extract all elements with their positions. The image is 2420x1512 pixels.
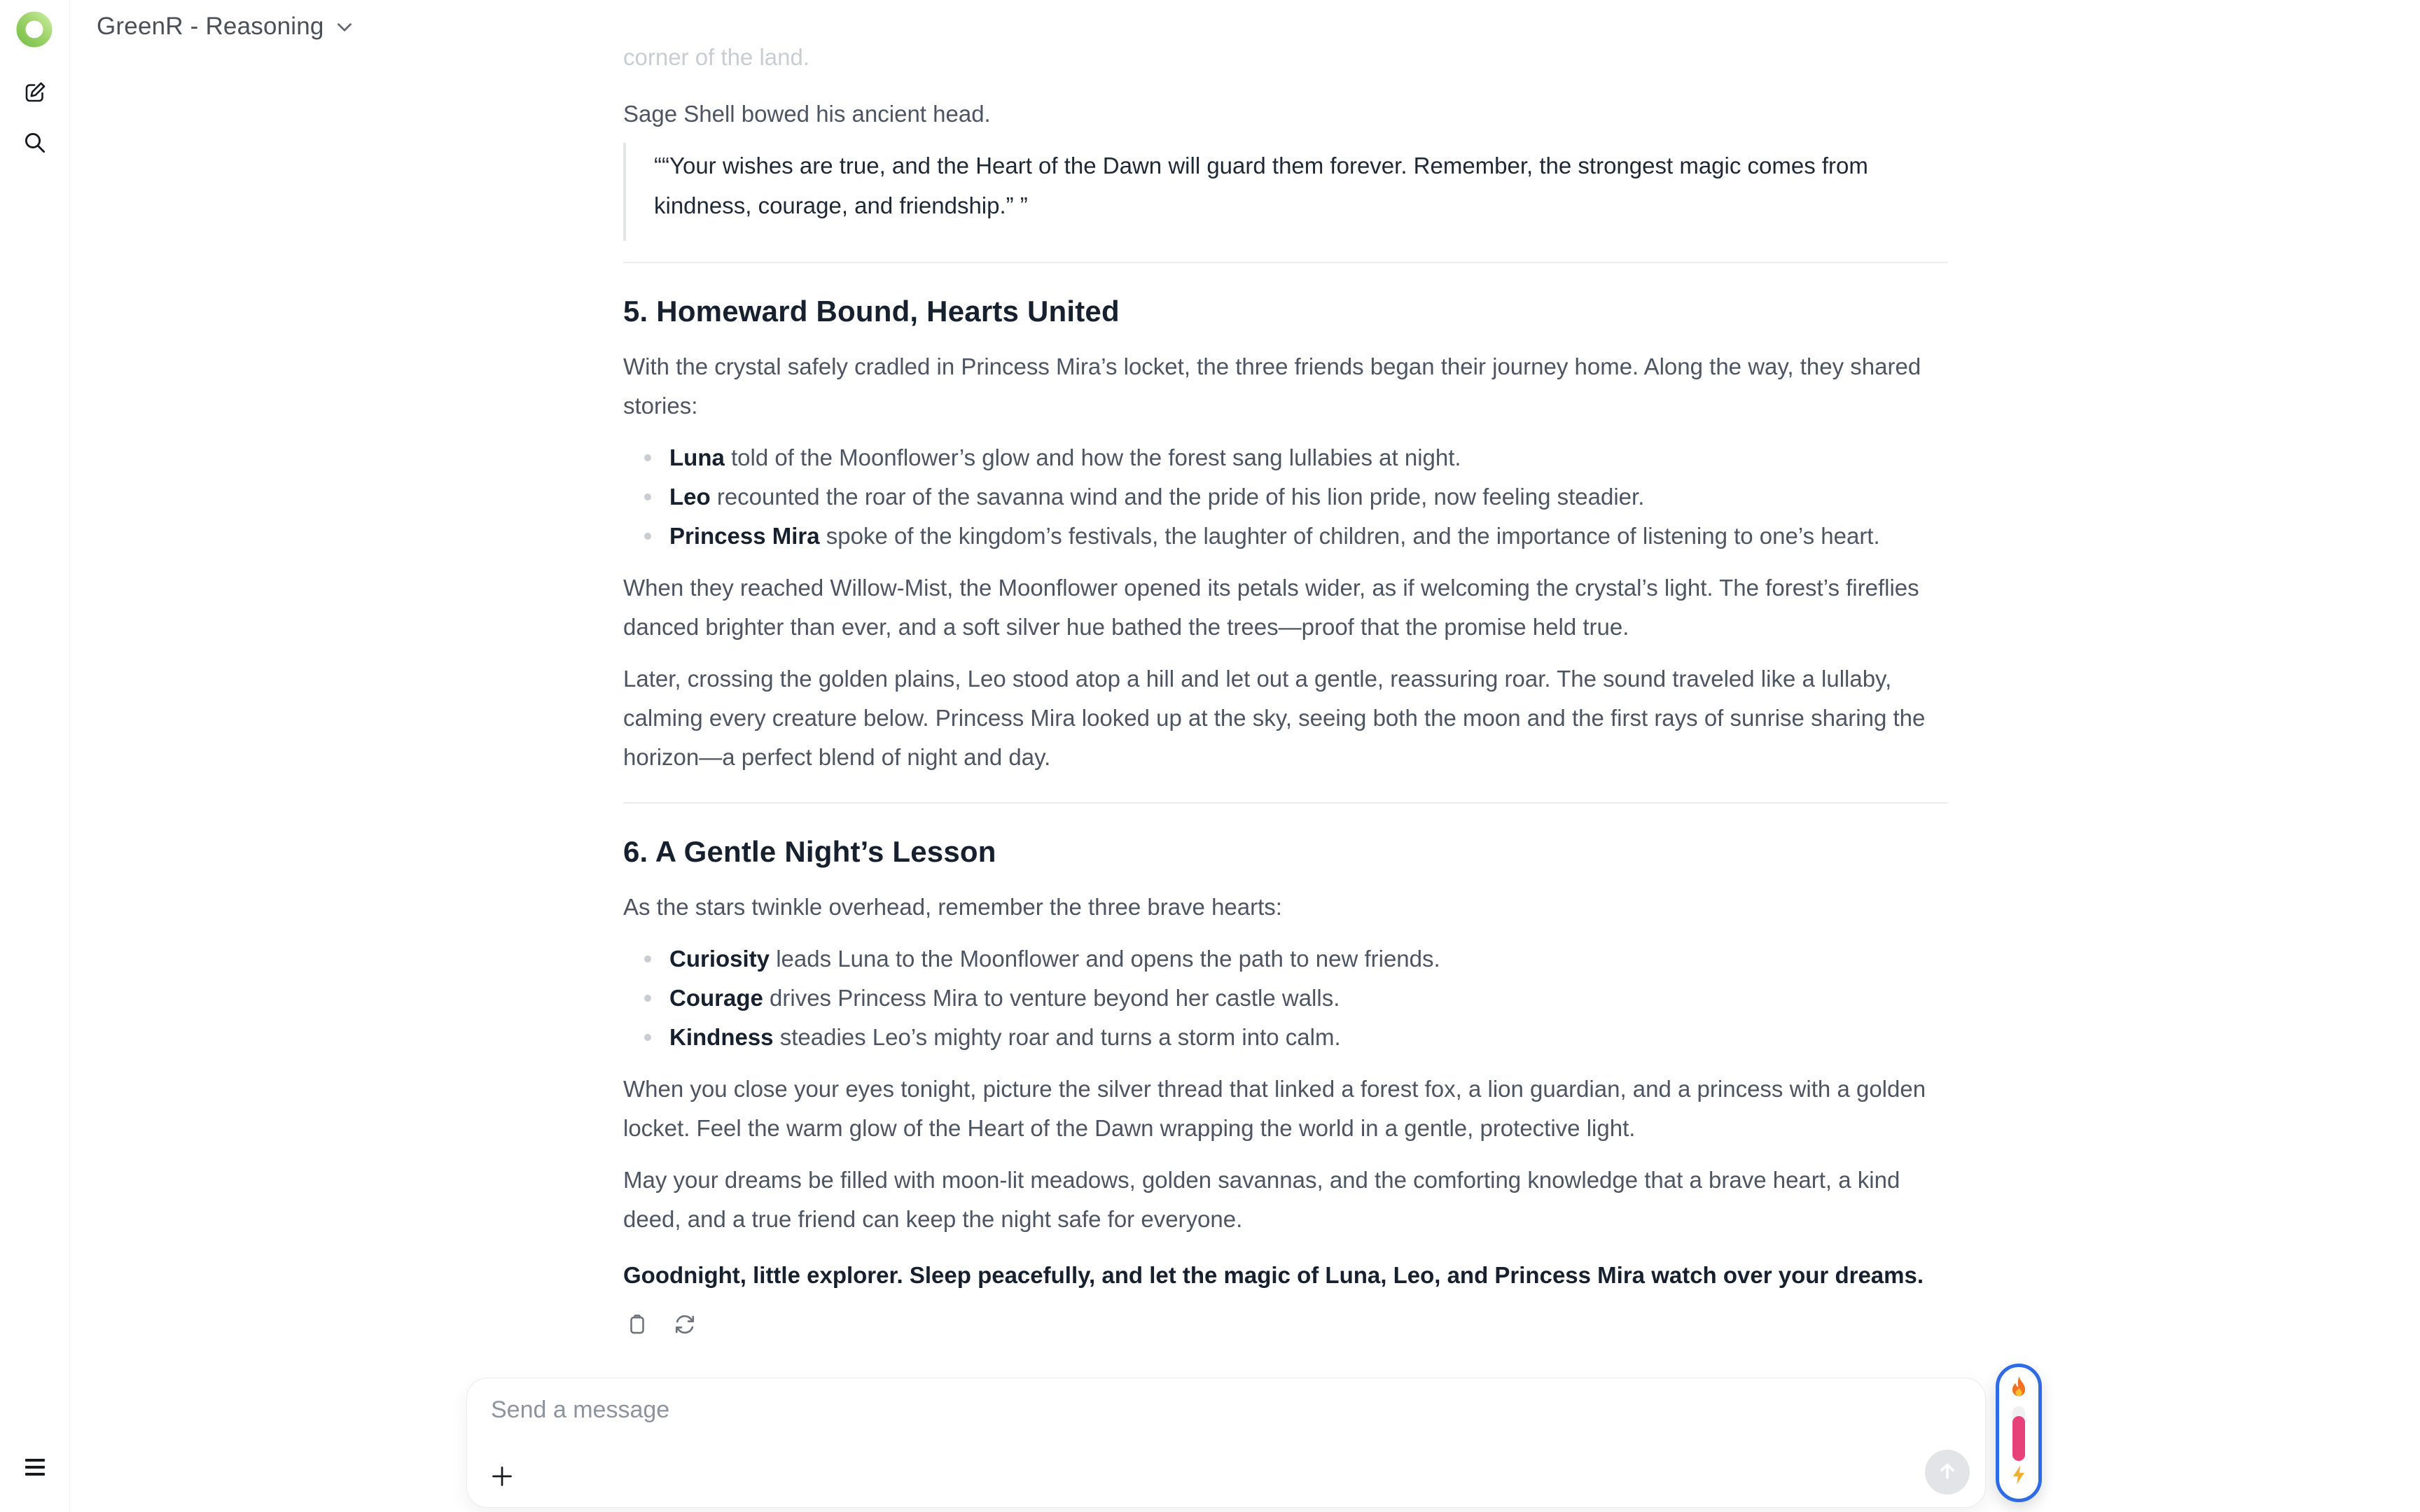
search-button[interactable] (18, 127, 52, 161)
copy-icon (625, 1312, 649, 1336)
paragraph: When they reached Willow-Mist, the Moonflower opened its petals wider, as if welcoming the crystal’s light. The forest’s fireflies danced brighter than ever, and a soft silver hue bathed the trees—proof that the promise held true. (623, 575, 1919, 640)
new-chat-button[interactable] (18, 77, 52, 111)
bullet-term: Kindness (669, 1024, 774, 1050)
list-item (669, 477, 1948, 517)
quote-block (623, 143, 1948, 241)
section-divider (623, 262, 1948, 263)
menu-button[interactable] (18, 1450, 52, 1484)
flame-icon (2008, 1376, 2029, 1403)
section-divider (623, 802, 1948, 804)
hamburger-menu-icon (25, 1459, 45, 1476)
slider-thumb[interactable] (2012, 1416, 2025, 1461)
bullet-term: Princess Mira (669, 523, 820, 549)
paragraph: May your dreams be filled with moon-lit meadows, golden savannas, and the comforting knowledge that a brave heart, a kind deed, and a true friend can keep the night safe for everyone. (623, 1167, 1900, 1232)
plus-icon (490, 1464, 514, 1492)
section-heading: 6. A Gentle Night’s Lesson (623, 835, 996, 868)
quote-text: ““Your wishes are true, and the Heart of the Dawn will guard them forever. Remember, the strongest magic comes from kindness, courage, and friendship.” ” (654, 153, 1868, 218)
bullet-text: drives Princess Mira to venture beyond her castle walls. (763, 985, 1340, 1011)
send-button[interactable] (1925, 1450, 1970, 1494)
bullet-term: Leo (669, 484, 711, 510)
regenerate-button[interactable] (671, 1310, 699, 1338)
list-item (669, 939, 1948, 979)
bullet-term: Curiosity (669, 946, 770, 972)
temperature-widget[interactable] (1996, 1364, 2042, 1502)
list-item (669, 979, 1948, 1018)
assistant-message (623, 42, 1948, 1338)
compose-icon (22, 80, 48, 108)
bullet-text: leads Luna to the Moonflower and opens the path to new friends. (770, 946, 1440, 972)
search-icon (22, 130, 48, 159)
model-selector[interactable] (97, 13, 352, 41)
copy-button[interactable] (623, 1310, 651, 1338)
closing-line: Goodnight, little explorer. Sleep peacefully, and let the magic of Luna, Leo, and Princess Mira watch over your dreams. (623, 1262, 1924, 1288)
bullet-list (623, 939, 1948, 1057)
bullet-text: steadies Leo’s mighty roar and turns a storm into calm. (773, 1024, 1341, 1050)
attach-button[interactable] (481, 1457, 523, 1499)
bullet-term: Courage (669, 985, 763, 1011)
paragraph: With the crystal safely cradled in Princess Mira’s locket, the three friends began their journey home. Along the way, they shared stories: (623, 354, 1921, 419)
list-item (669, 517, 1948, 556)
temperature-slider[interactable] (2012, 1406, 2025, 1461)
message-input[interactable] (489, 1395, 1876, 1448)
paragraph: As the stars twinkle overhead, remember the three brave hearts: (623, 894, 1282, 920)
bullet-term: Luna (669, 444, 725, 470)
chevron-down-icon (337, 22, 352, 36)
composer (466, 1378, 1986, 1508)
paragraph: When you close your eyes tonight, picture the silver thread that linked a forest fox, a lion guardian, and a princess with a golden locket. Feel the warm glow of the Heart of the Dawn wrapping the world in a gentle, protective light. (623, 1076, 1926, 1141)
lightning-icon (2010, 1464, 2028, 1489)
bullet-text: told of the Moonflower’s glow and how the forest sang lullabies at night. (724, 444, 1461, 470)
page-title: GreenR - Reasoning (97, 13, 324, 40)
sidebar (0, 0, 70, 1512)
faded-scroll-text: corner of the land. (623, 44, 809, 70)
bullet-text: recounted the roar of the savanna wind and the pride of his lion pride, now feeling steadier. (710, 484, 1645, 510)
app-logo-icon[interactable] (15, 11, 53, 49)
message-actions (623, 1310, 1948, 1338)
bullet-list (623, 438, 1948, 556)
regenerate-icon (673, 1312, 697, 1336)
section-heading: 5. Homeward Bound, Hearts United (623, 295, 1120, 328)
arrow-up-icon (1935, 1459, 1959, 1486)
list-item (669, 438, 1948, 477)
paragraph: Later, crossing the golden plains, Leo stood atop a hill and let out a gentle, reassuring roar. The sound traveled like a lullaby, calming every creature below. Princess Mira looked up at the sky, seeing both the moon and the first rays of sunrise sharing the horizon—a perfect blend of night and day. (623, 666, 1926, 770)
list-item (669, 1018, 1948, 1057)
paragraph: Sage Shell bowed his ancient head. (623, 101, 991, 127)
bullet-text: spoke of the kingdom’s festivals, the laughter of children, and the importance of listening to one’s heart. (819, 523, 1880, 549)
